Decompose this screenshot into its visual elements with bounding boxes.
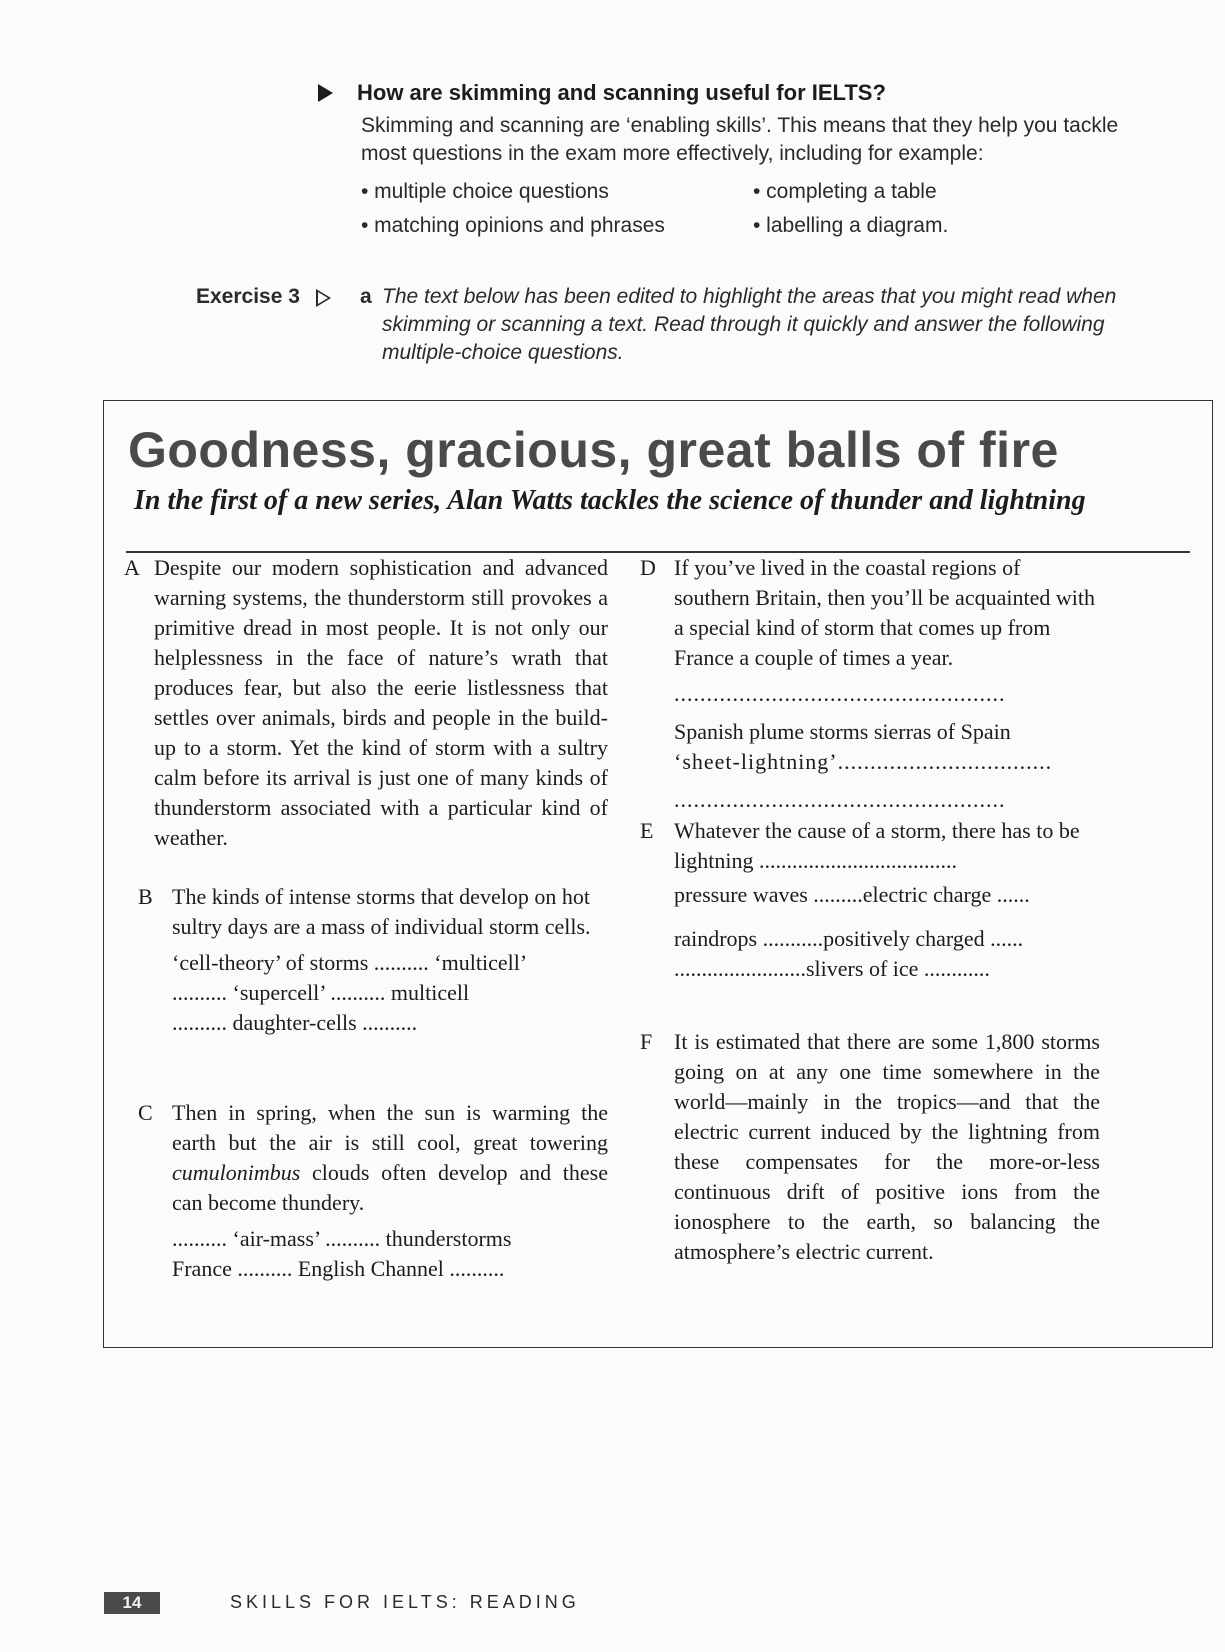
- article-subtitle: In the first of a new series, Alan Watts tackles the science of thunder and lightning: [134, 485, 1086, 516]
- note-line: pressure waves .........electric charge ......: [674, 882, 1030, 907]
- intro-line: most questions in the exam more effectively, including for example:: [361, 142, 984, 165]
- paragraph-notes: [172, 1224, 608, 1284]
- intro-section: [318, 80, 1178, 240]
- book-title: SKILLS FOR IELTS: READING: [230, 1592, 580, 1612]
- paragraph-letter: F: [640, 1029, 653, 1054]
- note-line: Spanish plume storms sierras of Spain: [674, 719, 1011, 744]
- note-line: .......... ‘supercell’ .......... multicell: [172, 980, 470, 1005]
- exercise-letter: a: [360, 285, 372, 308]
- paragraph-a: [124, 553, 608, 853]
- triangle-arrow-icon: [318, 84, 333, 102]
- paragraph-text: The kinds of intense storms that develop on hot sultry days are a mass of individual storm cells.: [172, 884, 591, 939]
- note-line: ‘sheet-lightning’.................................: [674, 749, 1053, 774]
- article-title: Goodness, gracious, great balls of fire: [128, 422, 1059, 478]
- intro-paragraph: [361, 112, 1178, 168]
- paragraph-text: [172, 1098, 608, 1218]
- bullet-item: • labelling a diagram.: [753, 214, 949, 237]
- intro-line: Skimming and scanning are ‘enabling skills’. This means that they help you tackle: [361, 114, 1119, 137]
- paragraph-letter: A: [124, 555, 140, 580]
- bullet-list: [361, 178, 1178, 240]
- note-line: .......... ‘air-mass’ .......... thunderstorms: [172, 1226, 512, 1251]
- paragraph-e: [640, 816, 1100, 984]
- paragraph-notes: [674, 679, 1100, 815]
- paragraph-letter: B: [138, 884, 153, 909]
- page-number: 14: [104, 1592, 160, 1614]
- paragraph-notes: [674, 880, 1100, 984]
- exercise-label: Exercise 3: [196, 285, 300, 308]
- paragraph-notes: [172, 948, 608, 1038]
- paragraph-text: Whatever the cause of a storm, there has to be lightning ....................................: [674, 818, 1080, 873]
- section-question: How are skimming and scanning useful for IELTS?: [357, 80, 886, 105]
- note-line: France .......... English Channel ..........: [172, 1256, 505, 1281]
- paragraph-f: [640, 1027, 1100, 1267]
- bullet-item: • completing a table: [753, 180, 937, 203]
- exercise-text: The text below has been edited to highlight the areas that you might read when skimming or scanning a text. Read through it quickly and answer the following multiple-choice questions.: [382, 285, 1117, 364]
- note-line: .......... daughter-cells ..........: [172, 1010, 418, 1035]
- paragraph-text: Despite our modern sophistication and advanced warning systems, the thunderstorm still provokes a primitive dread in most people. It is not only our helplessness in the face of nature’s wrath that produces fear, but also the eerie listlessness that settles over animals, birds and people in the build-up to a storm. Yet the kind of storm with a sultry calm before its arrival is just one of many kinds of thunderstorm associated with a particular kind of weather.: [154, 555, 608, 850]
- note-line: ........................slivers of ice ............: [674, 956, 990, 981]
- paragraph-b: [138, 882, 608, 1038]
- paragraph-text: If you’ve lived in the coastal regions of southern Britain, then you’ll be acquainted with a special kind of storm that comes up from France a couple of times a year.: [674, 555, 1095, 670]
- outline-arrow-icon: [316, 289, 331, 307]
- note-line: ‘cell-theory’ of storms .......... ‘multicell’: [172, 950, 528, 975]
- paragraph-letter: C: [138, 1100, 153, 1125]
- note-line: raindrops ...........positively charged ......: [674, 926, 1024, 951]
- bullet-item: • matching opinions and phrases: [361, 214, 665, 237]
- emphasis-term: cumulonimbus: [172, 1160, 301, 1185]
- intro-heading: [318, 80, 1178, 106]
- paragraph-text-part: clouds often develop and these can become thundery.: [172, 1160, 608, 1215]
- paragraph-c: [138, 1098, 608, 1284]
- paragraph-letter: E: [640, 818, 654, 843]
- paragraph-d: [640, 553, 1100, 815]
- bullet-item: • multiple choice questions: [361, 180, 609, 203]
- paragraph-text-part: Then in spring, when the sun is warming the earth but the air is still cool, great towering: [172, 1100, 608, 1155]
- note-line: ...................................................: [674, 681, 1006, 706]
- paragraph-text: It is estimated that there are some 1,800 storms going on at any one time somewhere in the world—mainly in the tropics—and that the electric current induced by the lightning from these compensates for the more-or-less continuous drift of positive ions from the ionosphere to the earth, so balancing the atmosphere’s electric current.: [674, 1029, 1100, 1264]
- article-box: [103, 400, 1213, 1348]
- note-line: ...................................................: [674, 787, 1006, 812]
- paragraph-letter: D: [640, 555, 656, 580]
